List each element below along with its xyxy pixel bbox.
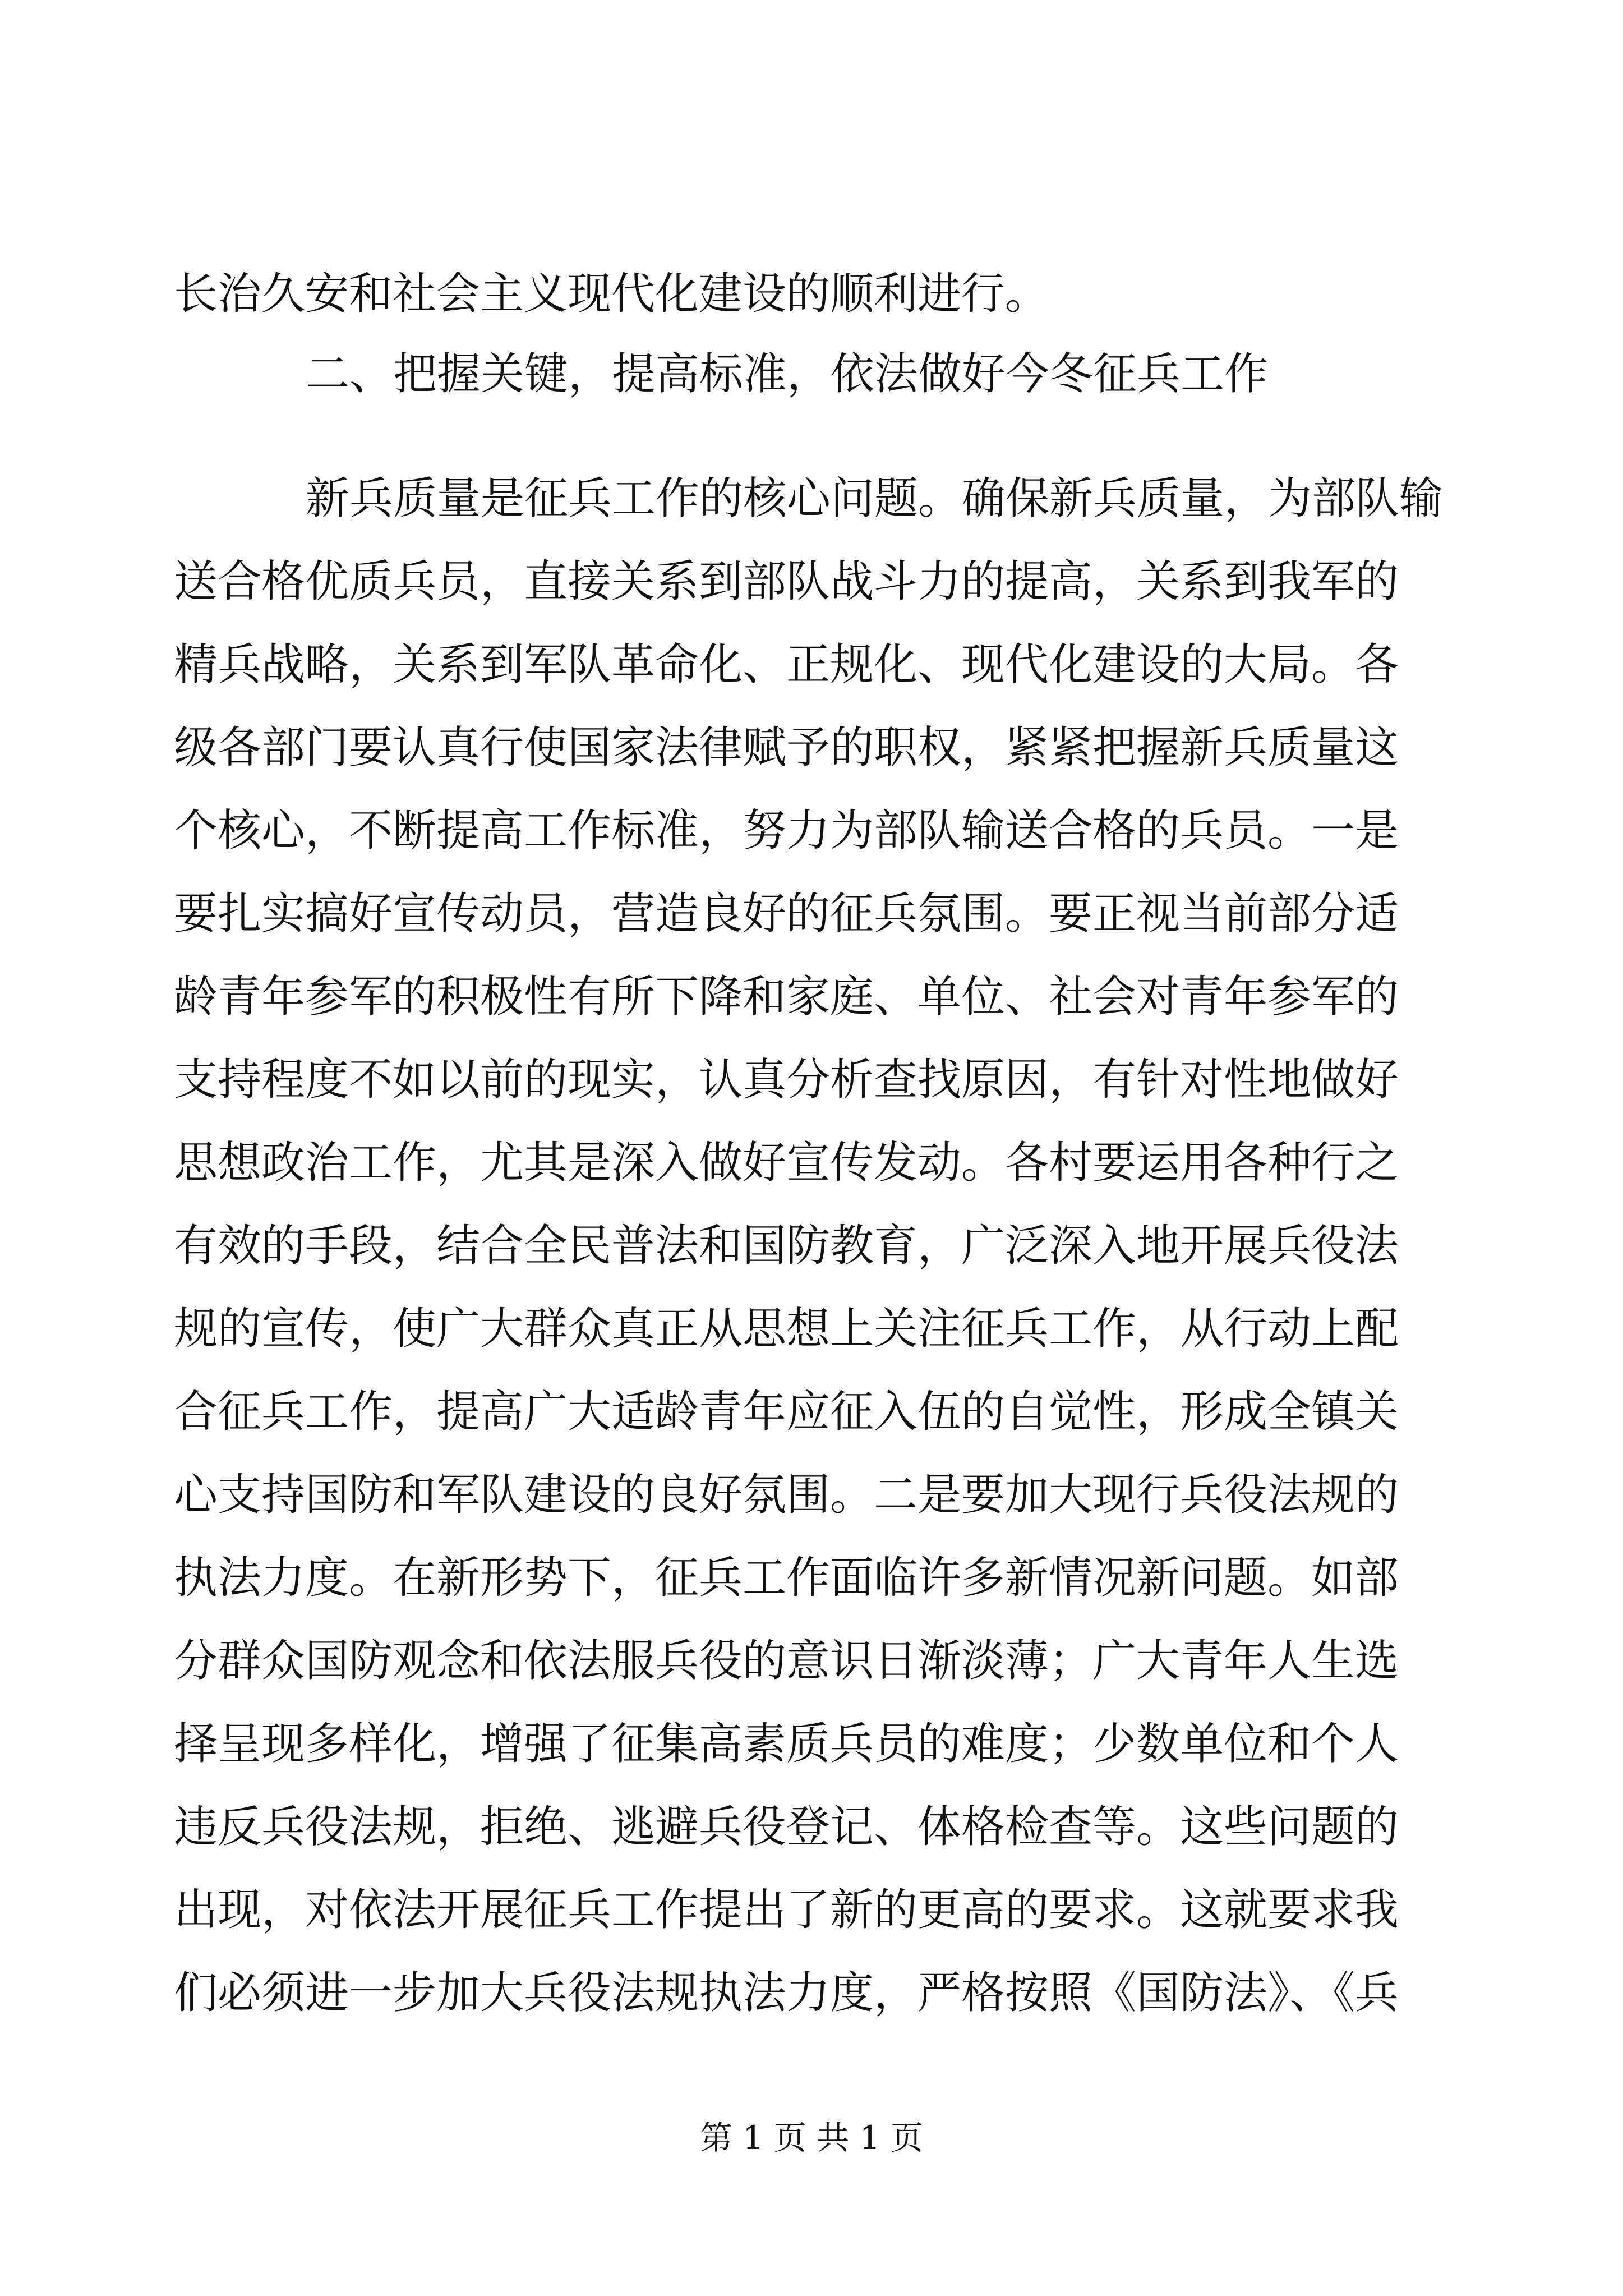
section-heading: 二、把握关键，提高标准，依法做好今冬征兵工作 — [306, 349, 1269, 399]
text-line: 规的宣传，使广大群众真正从思想上关注征兵工作，从行动上配 — [174, 1304, 1399, 1354]
page-number-label: 第 1 页 共 1 页 — [700, 2119, 923, 2157]
text-line: 支持程度不如以前的现实，认真分析查找原因，有针对性地做好 — [174, 1055, 1399, 1105]
text-line: 个核心，不断提高工作标准，努力为部队输送合格的兵员。一是 — [174, 806, 1399, 856]
text-line: 新兵质量是征兵工作的核心问题。确保新兵质量，为部队输 — [306, 473, 1444, 524]
text-line: 精兵战略，关系到军队革命化、正规化、现代化建设的大局。各 — [174, 639, 1399, 690]
text-line: 择呈现多样化，增强了征集高素质兵员的难度；少数单位和个人 — [174, 1719, 1399, 1769]
text-line: 心支持国防和军队建设的良好氛围。二是要加大现行兵役法规的 — [174, 1470, 1399, 1520]
text-line: 分群众国防观念和依法服兵役的意识日渐淡薄；广大青年人生选 — [174, 1636, 1399, 1686]
text-line: 思想政治工作，尤其是深入做好宣传发动。各村要运用各种行之 — [174, 1138, 1399, 1188]
text-line: 有效的手段，结合全民普法和国防教育，广泛深入地开展兵役法 — [174, 1221, 1399, 1271]
text-line: 级各部门要认真行使国家法律赋予的职权，紧紧把握新兵质量这 — [174, 723, 1399, 773]
text-line: 龄青年参军的积极性有所下降和家庭、单位、社会对青年参军的 — [174, 972, 1399, 1022]
text-line: 们必须进一步加大兵役法规执法力度，严格按照《国防法》、《兵 — [174, 1968, 1399, 2018]
text-line: 长治久安和社会主义现代化建设的顺利进行。 — [174, 269, 1049, 319]
text-line: 出现，对依法开展征兵工作提出了新的更高的要求。这就要求我 — [174, 1885, 1399, 1935]
text-line: 送合格优质兵员，直接关系到部队战斗力的提高，关系到我军的 — [174, 556, 1399, 607]
text-line: 违反兵役法规，拒绝、逃避兵役登记、体格检查等。这些问题的 — [174, 1802, 1399, 1852]
text-line: 要扎实搞好宣传动员，营造良好的征兵氛围。要正视当前部分适 — [174, 889, 1399, 939]
page-footer — [0, 2119, 1623, 2157]
text-line: 执法力度。在新形势下，征兵工作面临许多新情况新问题。如部 — [174, 1553, 1399, 1603]
text-line: 合征兵工作，提高广大适龄青年应征入伍的自觉性，形成全镇关 — [174, 1387, 1399, 1437]
